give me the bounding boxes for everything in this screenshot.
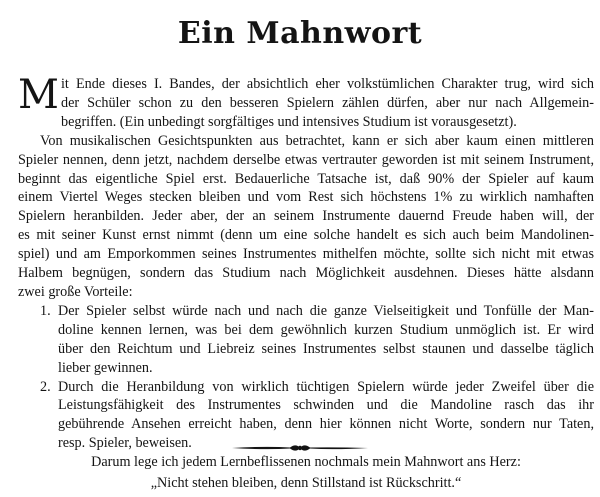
ornament-divider xyxy=(230,440,370,456)
body-text xyxy=(18,72,594,493)
text-line: über den Reichtum und Liebreiz seines Instrumentes selbst staunen und dasselbe täglich xyxy=(58,340,594,357)
page-title: Ein Mahnwort xyxy=(177,16,423,51)
quote-line: „Nicht stehen bleiben, denn Stillstand ist Rückschritt.“ xyxy=(150,475,462,492)
text-line: beginnt das eigentliche Spiel erst. Bedauerliche Tatsache ist, daß 90% der Spieler auf kaum xyxy=(18,170,594,187)
text-line: einem Viertel Weges stecken bleiben und vom Rest sich höchstens 1% zu wirklich namhaften xyxy=(18,189,594,206)
paragraph-intro xyxy=(18,72,594,132)
drop-cap: M xyxy=(18,72,59,118)
paragraph-main xyxy=(18,132,594,302)
text-line: gebührende Ansehen erreicht haben, denn hier können nicht Worte, sondern nur Taten, xyxy=(58,416,594,433)
text-line: Spielern heranbilden. Jeder aber, der an seinem Instrumente dauernd Freude haben will, der xyxy=(18,208,594,225)
text-line: begriffen. (Ein unbedingt sorgfältiges und intensives Studium ist vorausgesetzt). xyxy=(60,113,517,130)
text-line: Halbem begnügen, sondern das Studium nach Möglichkeit ausdehnen. Dieses hätte alsdann xyxy=(18,265,594,282)
text-line: Leistungsfähigkeit des Instrumentes schwinden und die Mandoline rasch das ihr xyxy=(58,397,594,414)
text-line: Spieler nennen, denn jetzt, nachdem derselbe etwas vertrauter geworden ist mit seinem Instrument, xyxy=(18,151,594,168)
list-item xyxy=(18,302,594,378)
text-line: Durch die Heranbildung von wirklich tüchtigen Spielern würde jeder Zweifel über die xyxy=(58,378,594,395)
text-line: Der Spieler selbst würde nach und nach die ganze Vielseitigkeit und Tonfülle der Man- xyxy=(58,302,594,319)
text-line: doline kennen lernen, was bei dem gewöhnlich kurzen Studium unmöglich ist. Er wird xyxy=(58,321,594,338)
list-number: 2. xyxy=(40,378,51,395)
text-line: Von musikalischen Gesichtspunkten aus betrachtet, kann er sich aber kaum einen mittleren xyxy=(40,132,594,149)
list-number: 1. xyxy=(40,302,51,319)
text-line: it Ende dieses I. Bandes, der absichtlich eher volkstümlichen Charakter trug, wird sich xyxy=(60,76,594,92)
text-line: es mit seiner Kunst ernst nimmt (denn um eine solche handelt es sich auch beim Mandolinen- xyxy=(18,227,594,244)
text-line: spiel) und am Emporkommen seines Instrumentes mithelfen möchte, sollte sich nicht mit etwas xyxy=(18,246,594,263)
text-line: resp. Spieler, beweisen. xyxy=(58,435,192,452)
closing-line: Darum lege ich jedem Lernbeflissenen nochmals mein Mahnwort ans Herz: xyxy=(91,454,521,471)
text-line: zwei große Vorteile: xyxy=(18,283,133,300)
text-line: der Schüler schon zu den besseren Spielern zählen dürfen, aber nur nach Allgemein- xyxy=(60,94,594,111)
text-line: lieber gewinnen. xyxy=(58,359,153,376)
